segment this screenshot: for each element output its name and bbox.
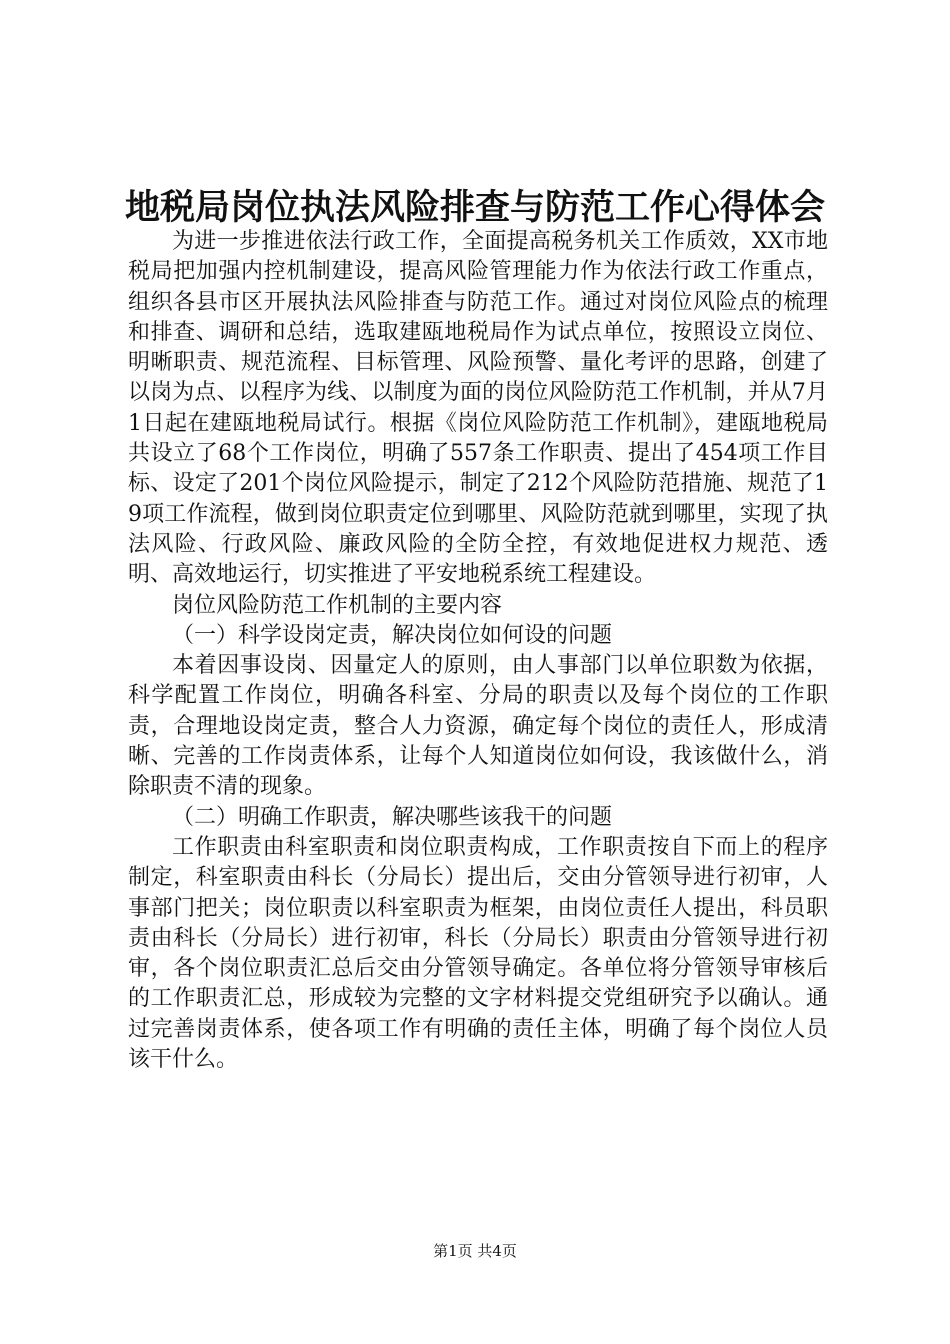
subsection-heading-2: （二）明确工作职责，解决哪些该我干的问题 [172,804,613,830]
section-heading: 岗位风险防范工作机制的主要内容 [172,592,503,618]
paragraph-2: 工作职责由科室职责和岗位职责构成，工作职责按自下而上的程序制定，科室职责由科长（分局长）提出后，交由分管领导进行初审，人事部门把关；岗位职责以科室职责为框架，由岗位责任人提出，科员职责由科长（分局长）进行初审，科长（分局长）职责由分管领导进行初审，各个岗位职责汇总后交由分管领导确定。各单位将分管领导审核后的工作职责汇总，形成较为完整的文字材料提交党组研究予以确认。通过完善岗责体系，使各项工作有明确的责任主体，明确了每个岗位人员该干什么。 [128,834,828,1073]
paragraph-intro: 为进一步推进依法行政工作，全面提高税务机关工作质效，XX市地税局把加强内控机制建设，提高风险管理能力作为依法行政工作重点，组织各县市区开展执法风险排查与防范工作。通过对岗位风险点的梳理和排查、调研和总结，选取建瓯地税局作为试点单位，按照设立岗位、明晰职责、规范流程、目标管理、风险预警、量化考评的思路，创建了以岗为点、以程序为线、以制度为面的岗位风险防范工作机制，并从7月1日起在建瓯地税局试行。根据《岗位风险防范工作机制》，建瓯地税局共设立了68个工作岗位，明确了557条工作职责、提出了454项工作目标、设定了201个岗位风险提示，制定了212个风险防范措施、规范了19项工作流程，做到岗位职责定位到哪里、风险防范就到哪里，实现了执法风险、行政风险、廉政风险的全防全控，有效地促进权力规范、透明、高效地运行，切实推进了平安地税系统工程建设。 [128,229,828,588]
page-number: 第1页 共4页 [433,1242,517,1260]
subsection-heading-1: （一）科学设岗定责，解决岗位如何设的问题 [172,622,613,648]
document-body [128,227,828,1075]
paragraph-1: 本着因事设岗、因量定人的原则，由人事部门以单位职数为依据，科学配置工作岗位，明确各科室、分局的职责以及每个岗位的工作职责，合理地设岗定责，整合人力资源，确定每个岗位的责任人，形成清晰、完善的工作岗责体系，让每个人知道岗位如何设，我该做什么，消除职责不清的现象。 [128,653,828,800]
document-title: 地税局岗位执法风险排查与防范工作心得体会 [124,187,825,228]
